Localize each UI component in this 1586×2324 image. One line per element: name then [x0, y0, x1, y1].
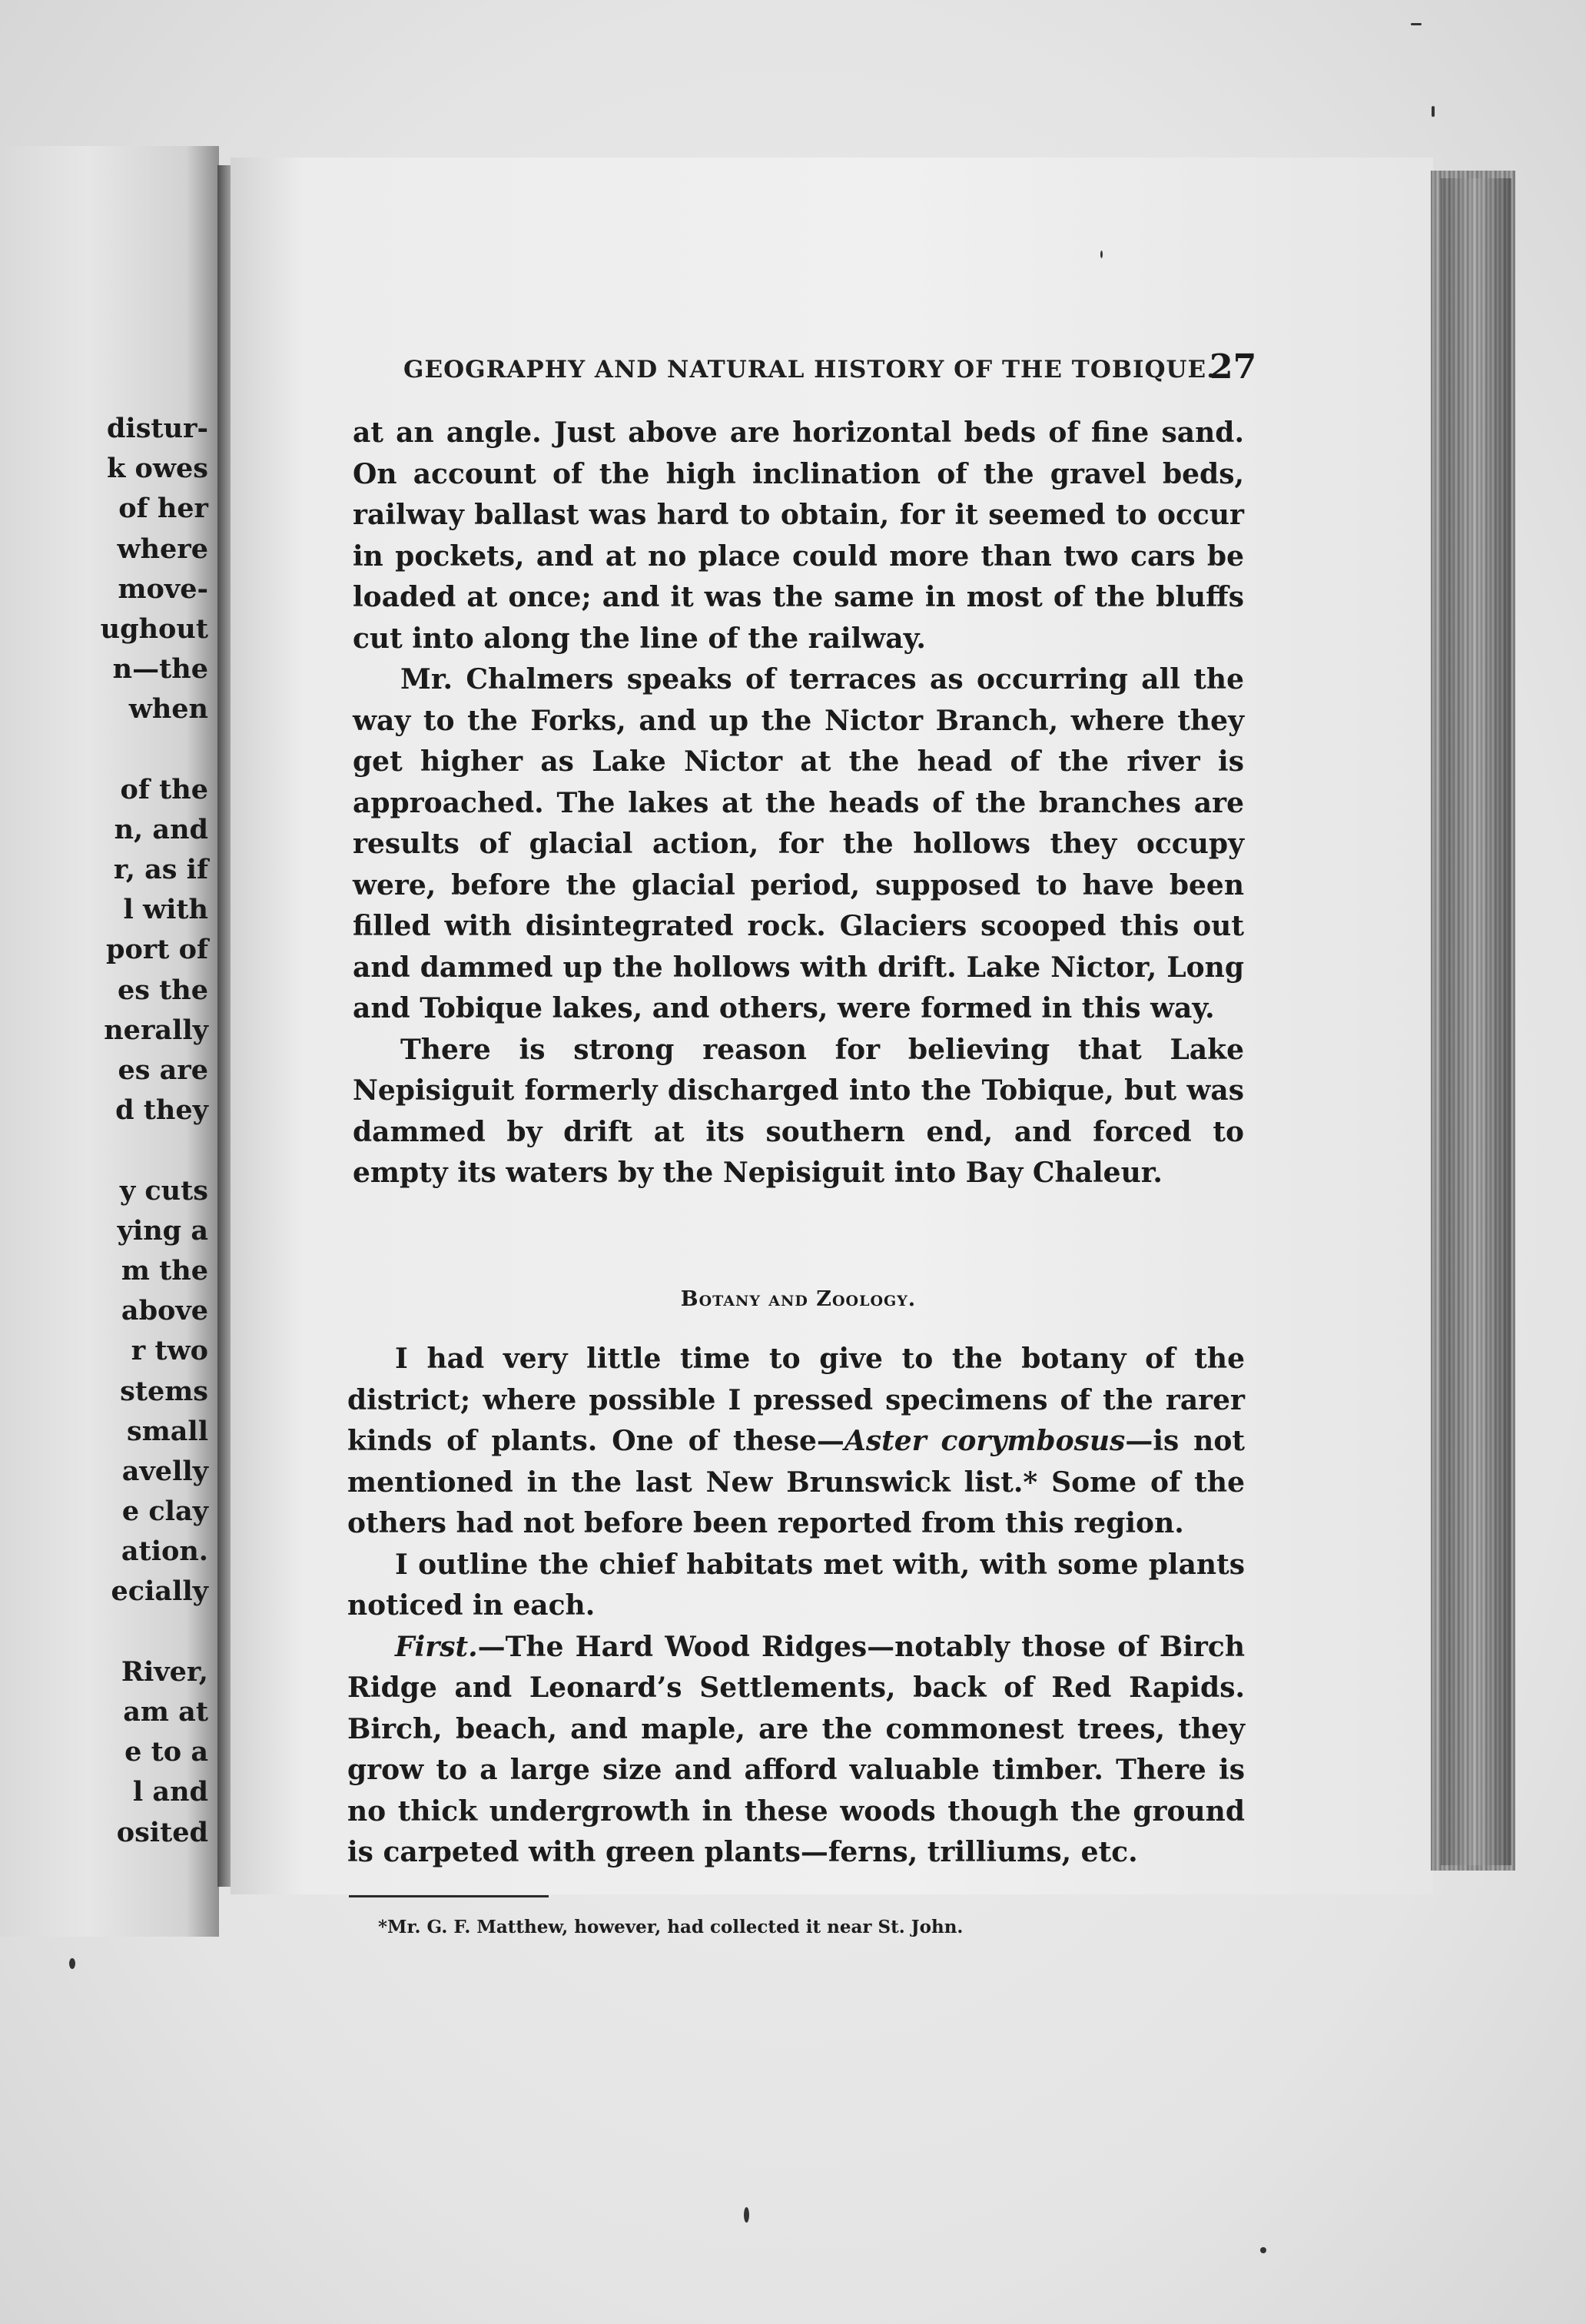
left-page-line: [1, 730, 208, 770]
paragraph: [347, 1339, 1245, 1545]
left-page-line: e to a: [124, 1736, 208, 1768]
text-run: —is not mentioned in the last New Brunswick list.* Some of the others had not before been reported from this region.: [347, 1425, 1245, 1539]
left-page-line: r, as if: [113, 854, 208, 886]
left-page-line: port of: [105, 934, 208, 966]
left-page-text-fragments: [1, 409, 208, 1853]
dust-speck: [1260, 2247, 1266, 2253]
left-page-line: osited: [116, 1816, 208, 1848]
footnote: *Mr. G. F. Matthew, however, had collected it near St. John.: [378, 1917, 964, 1937]
section-body-text: [347, 1339, 1245, 1874]
left-page-line: distur-: [106, 413, 208, 444]
left-page-line: ying a: [117, 1214, 208, 1247]
running-head: GEOGRAPHY AND NATURAL HISTORY OF THE TOBIQUE.: [403, 356, 1216, 383]
left-page-line: above: [121, 1295, 208, 1327]
paragraph: Mr. Chalmers speaks of terraces as occurring all the way to the Forks, and up the Nictor Branch, where they get higher as Lake Nictor at the head of the river is approached. The lakes at the heads of the branches are results of glacial action, for the hollows they occupy were, before the glacial period, supposed to have been filled with disintegrated rock. Glaciers scooped this out and dammed up the hollows with drift. Lake Nictor, Long and Tobique lakes, and others, were formed in this way.: [353, 663, 1244, 1024]
italic-species-name: Aster corymbosus: [844, 1425, 1126, 1457]
left-page-line: avelly: [121, 1455, 208, 1487]
left-page-line: ecially: [111, 1575, 208, 1608]
left-page-line: k owes: [107, 453, 208, 485]
text-run: I had very little time to give to the botany of the district; where possible I pressed specimens of the rarer kinds of plants. One of these—: [347, 1343, 1245, 1457]
left-page-line: small: [126, 1415, 208, 1447]
left-page-line: where: [117, 533, 208, 565]
left-page-line: stems: [120, 1375, 208, 1407]
left-page-line: of the: [120, 773, 208, 805]
left-page-line: when: [128, 693, 208, 725]
paragraph: There is strong reason for believing that Lake Nepisiguit formerly discharged into the Tobique, but was dammed by drift at its southern end, and forced to empty its waters by the Nepisiguit into Bay Chaleur.: [353, 1033, 1244, 1189]
left-page-line: es are: [118, 1054, 208, 1086]
dust-speck: [1411, 23, 1422, 25]
left-page-line: n, and: [114, 813, 208, 845]
left-page-line: River,: [121, 1655, 208, 1688]
body-text: [353, 413, 1244, 1194]
section-heading: Botany and Zoology.: [680, 1287, 917, 1311]
left-page-line: move-: [118, 573, 208, 605]
left-page-line: e clay: [121, 1496, 208, 1528]
left-page-line: ation.: [121, 1536, 208, 1568]
italic-ordinal: First.: [395, 1630, 478, 1663]
dust-speck: [1100, 251, 1103, 258]
left-page-line: r two: [131, 1335, 208, 1367]
left-page-line: [1, 1612, 208, 1652]
left-page-line: n—the: [112, 653, 208, 686]
left-page-line: [1, 1130, 208, 1170]
left-page: [0, 146, 219, 1937]
text-run: —The Hard Wood Ridges—notably those of Birch Ridge and Leonard’s Settlements, back of Red Rapids. Birch, beach, and maple, are the commonest trees, they grow to a large size and afford valuable timber. There is no thick undergrowth in these woods though the ground is carpeted with green plants—ferns, trilliums, etc.: [347, 1630, 1245, 1868]
left-page-line: es the: [117, 974, 208, 1006]
left-page-line: ughout: [100, 613, 208, 645]
paragraph: I outline the chief habitats met with, with some plants noticed in each.: [347, 1548, 1245, 1622]
paragraph: [347, 1627, 1245, 1874]
dust-speck: [744, 2207, 749, 2223]
left-page-line: nerally: [104, 1014, 208, 1046]
left-page-line: d they: [115, 1094, 208, 1127]
page-edges-shade: [1441, 178, 1511, 1865]
dust-speck: [69, 1958, 75, 1969]
left-page-line: am at: [123, 1696, 208, 1728]
dust-speck: [1432, 106, 1435, 117]
footnote-rule: [349, 1895, 549, 1897]
left-page-line: l and: [132, 1776, 208, 1808]
paragraph: at an angle. Just above are horizontal beds of fine sand. On account of the high inclination of the gravel beds, railway ballast was hard to obtain, for it seemed to occur in pockets, and at no place could more than two cars be loaded at once; and it was the same in most of the bluffs cut into along the line of the railway.: [353, 417, 1244, 655]
left-page-line: l with: [123, 894, 208, 926]
left-page-line: of her: [118, 493, 208, 525]
left-page-line: y cuts: [119, 1174, 208, 1207]
page-number: 27: [1209, 347, 1257, 387]
left-page-line: m the: [121, 1254, 208, 1286]
